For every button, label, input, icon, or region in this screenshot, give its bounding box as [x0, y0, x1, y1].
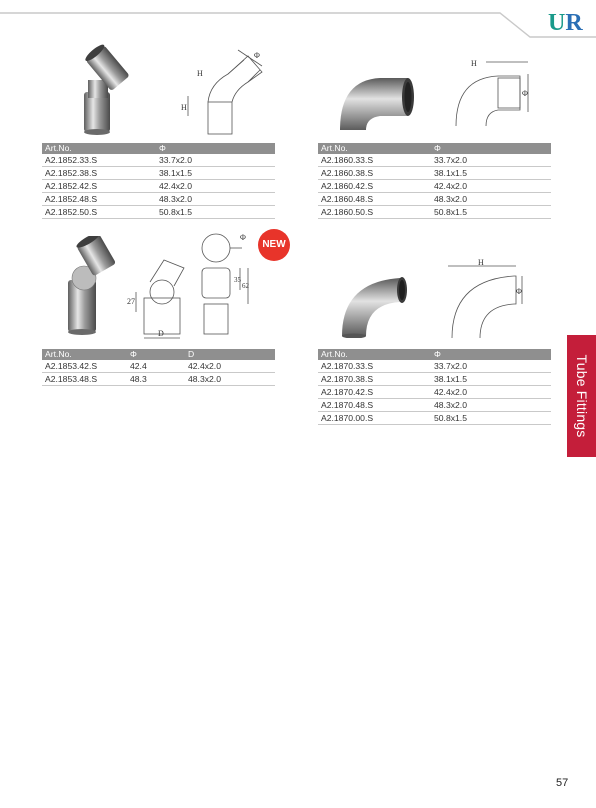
- spec-table-1852: [42, 143, 275, 219]
- dim-h-label: H: [471, 59, 477, 68]
- cell-phi: 33.7x2.0: [431, 360, 551, 373]
- dim-62-label: 62: [242, 282, 249, 290]
- table-row: [318, 412, 551, 425]
- product-photo-flush-elbow: [336, 66, 418, 132]
- cell-artno: A2.1852.48.S: [42, 193, 156, 206]
- cell-phi: 42.4: [127, 360, 185, 373]
- drawing-ball-joint-side: [124, 252, 190, 342]
- col-phi: Φ: [431, 143, 551, 154]
- table-row: [318, 193, 551, 206]
- cell-phi: 33.7x2.0: [156, 154, 275, 167]
- table-row: [318, 167, 551, 180]
- table-row: [318, 399, 551, 412]
- col-phi: Φ: [127, 349, 185, 360]
- cell-phi: 38.1x1.5: [431, 167, 551, 180]
- drawing-bend-90: [444, 258, 530, 340]
- cell-phi: 42.4x2.0: [156, 180, 275, 193]
- product-photo-ball-joint: [58, 236, 130, 336]
- table-row: [42, 373, 275, 386]
- logo-letter-u: UR: [548, 10, 583, 34]
- cell-phi: 42.4x2.0: [431, 180, 551, 193]
- cell-artno: A2.1853.48.S: [42, 373, 127, 386]
- cell-artno: A2.1860.42.S: [318, 180, 431, 193]
- table-row: [318, 386, 551, 399]
- cell-phi: 48.3: [127, 373, 185, 386]
- col-artno: Art.No.: [318, 143, 431, 154]
- cell-artno: A2.1860.50.S: [318, 206, 431, 219]
- table-row: [318, 373, 551, 386]
- spec-table-1860: [318, 143, 551, 219]
- cell-phi: 50.8x1.5: [431, 206, 551, 219]
- cell-artno: A2.1852.33.S: [42, 154, 156, 167]
- spec-table-1870: [318, 349, 551, 425]
- col-artno: Art.No.: [42, 143, 156, 154]
- table-row: [42, 360, 275, 373]
- col-phi: Φ: [156, 143, 275, 154]
- cell-artno: A2.1860.38.S: [318, 167, 431, 180]
- drawing-adjustable-elbow: [180, 44, 270, 136]
- cell-phi: 48.3x2.0: [431, 193, 551, 206]
- section-tab-tube-fittings: [567, 335, 596, 457]
- cell-artno: A2.1870.00.S: [318, 412, 431, 425]
- dim-phi-label: Φ: [254, 51, 260, 60]
- table-row: [42, 167, 275, 180]
- table-row: [42, 193, 275, 206]
- cell-artno: A2.1870.48.S: [318, 399, 431, 412]
- dim-phi-label: Φ: [240, 233, 246, 242]
- cell-artno: A2.1870.33.S: [318, 360, 431, 373]
- table-row: [42, 206, 275, 219]
- dim-phi-label: Φ: [522, 89, 528, 98]
- cell-artno: A2.1852.42.S: [42, 180, 156, 193]
- cell-artno: A2.1852.38.S: [42, 167, 156, 180]
- page-number: 57: [556, 777, 569, 789]
- dim-h2-label: H: [197, 69, 203, 78]
- table-row: [318, 180, 551, 193]
- cell-phi: 48.3x2.0: [156, 193, 275, 206]
- product-photo-adjustable-elbow: [70, 44, 150, 136]
- cell-artno: A2.1870.42.S: [318, 386, 431, 399]
- cell-artno: A2.1860.33.S: [318, 154, 431, 167]
- col-artno: Art.No.: [42, 349, 127, 360]
- dim-h1-label: H: [181, 103, 187, 112]
- section-tab-label: Tube Fittings: [573, 354, 590, 438]
- drawing-flush-elbow: [446, 52, 536, 132]
- dim-d-label: D: [158, 329, 164, 338]
- cell-artno: A2.1853.42.S: [42, 360, 127, 373]
- table-row: [318, 360, 551, 373]
- col-d: D: [185, 349, 275, 360]
- dim-35-label: 35: [234, 276, 241, 284]
- cell-artno: A2.1860.48.S: [318, 193, 431, 206]
- cell-d: 42.4x2.0: [185, 360, 275, 373]
- dim-phi-label: Φ: [516, 287, 522, 296]
- ur-logo: [548, 8, 584, 34]
- cell-artno: A2.1852.50.S: [42, 206, 156, 219]
- header-rule: [0, 0, 596, 40]
- product-photo-bend-90: [338, 272, 410, 338]
- cell-phi: 38.1x1.5: [156, 167, 275, 180]
- cell-phi: 50.8x1.5: [156, 206, 275, 219]
- cell-phi: 48.3x2.0: [431, 399, 551, 412]
- cell-phi: 42.4x2.0: [431, 386, 551, 399]
- cell-phi: 38.1x1.5: [431, 373, 551, 386]
- new-badge: NEW: [258, 229, 290, 261]
- cell-artno: A2.1870.38.S: [318, 373, 431, 386]
- table-row: [42, 180, 275, 193]
- drawing-ball-joint-front: [196, 228, 258, 340]
- dim-27-label: 27: [127, 297, 135, 306]
- col-artno: Art.No.: [318, 349, 431, 360]
- table-row: [318, 154, 551, 167]
- cell-d: 48.3x2.0: [185, 373, 275, 386]
- table-row: [42, 154, 275, 167]
- dim-h-label: H: [478, 258, 484, 267]
- cell-phi: 33.7x2.0: [431, 154, 551, 167]
- col-phi: Φ: [431, 349, 551, 360]
- cell-phi: 50.8x1.5: [431, 412, 551, 425]
- spec-table-1853: [42, 349, 275, 386]
- table-row: [318, 206, 551, 219]
